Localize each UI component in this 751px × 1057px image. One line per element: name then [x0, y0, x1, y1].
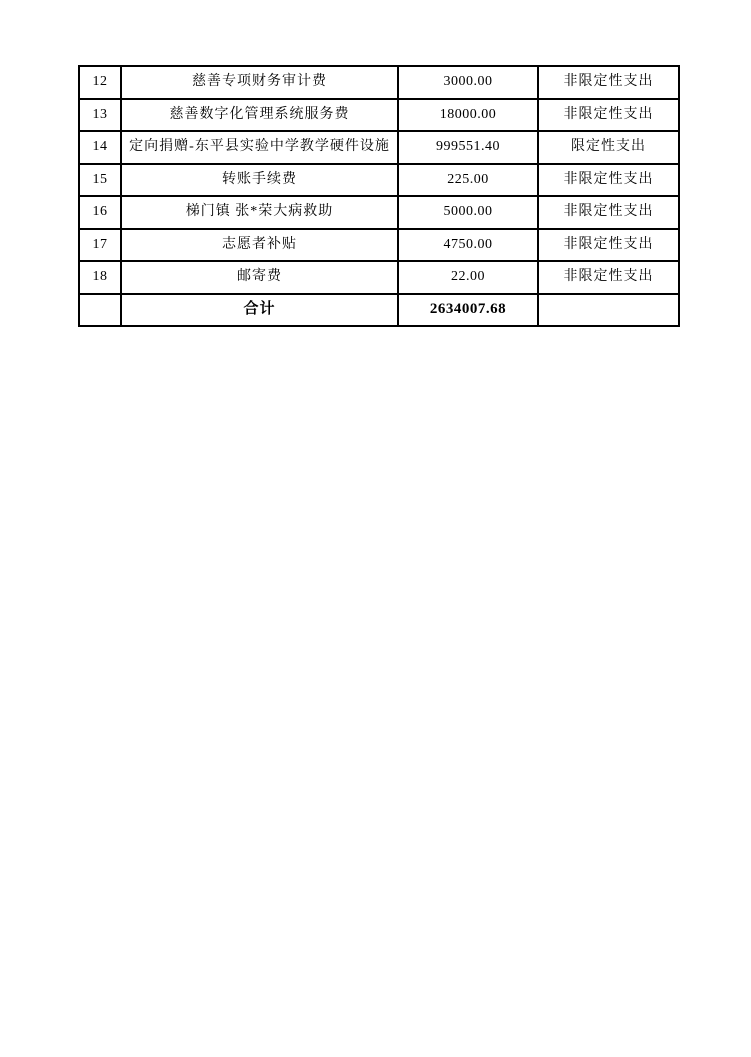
row-index: 14	[79, 131, 121, 164]
row-item: 志愿者补贴	[121, 229, 398, 262]
row-index: 12	[79, 66, 121, 99]
expense-table	[78, 65, 680, 327]
row-amount: 18000.00	[398, 99, 538, 132]
row-type: 限定性支出	[538, 131, 679, 164]
row-index: 13	[79, 99, 121, 132]
row-index: 17	[79, 229, 121, 262]
row-index: 15	[79, 164, 121, 197]
row-item: 慈善数字化管理系统服务费	[121, 99, 398, 132]
row-item: 慈善专项财务审计费	[121, 66, 398, 99]
row-amount: 225.00	[398, 164, 538, 197]
row-type: 非限定性支出	[538, 196, 679, 229]
total-amount: 2634007.68	[398, 294, 538, 327]
table-row	[79, 99, 679, 132]
row-amount: 3000.00	[398, 66, 538, 99]
row-type: 非限定性支出	[538, 229, 679, 262]
row-item: 定向捐赠-东平县实验中学教学硬件设施	[121, 131, 398, 164]
table-row	[79, 229, 679, 262]
row-index: 18	[79, 261, 121, 294]
table-row	[79, 261, 679, 294]
row-amount: 5000.00	[398, 196, 538, 229]
table-row	[79, 164, 679, 197]
row-amount: 22.00	[398, 261, 538, 294]
row-type: 非限定性支出	[538, 66, 679, 99]
row-type: 非限定性支出	[538, 164, 679, 197]
table-row	[79, 196, 679, 229]
row-item: 邮寄费	[121, 261, 398, 294]
row-item: 梯门镇 张*荣大病救助	[121, 196, 398, 229]
row-type: 非限定性支出	[538, 99, 679, 132]
total-type-empty	[538, 294, 679, 327]
row-amount: 999551.40	[398, 131, 538, 164]
row-index: 16	[79, 196, 121, 229]
total-row	[79, 294, 679, 327]
row-item: 转账手续费	[121, 164, 398, 197]
row-amount: 4750.00	[398, 229, 538, 262]
total-index-empty	[79, 294, 121, 327]
total-label: 合计	[121, 294, 398, 327]
row-type: 非限定性支出	[538, 261, 679, 294]
table-row	[79, 131, 679, 164]
table-row	[79, 66, 679, 99]
